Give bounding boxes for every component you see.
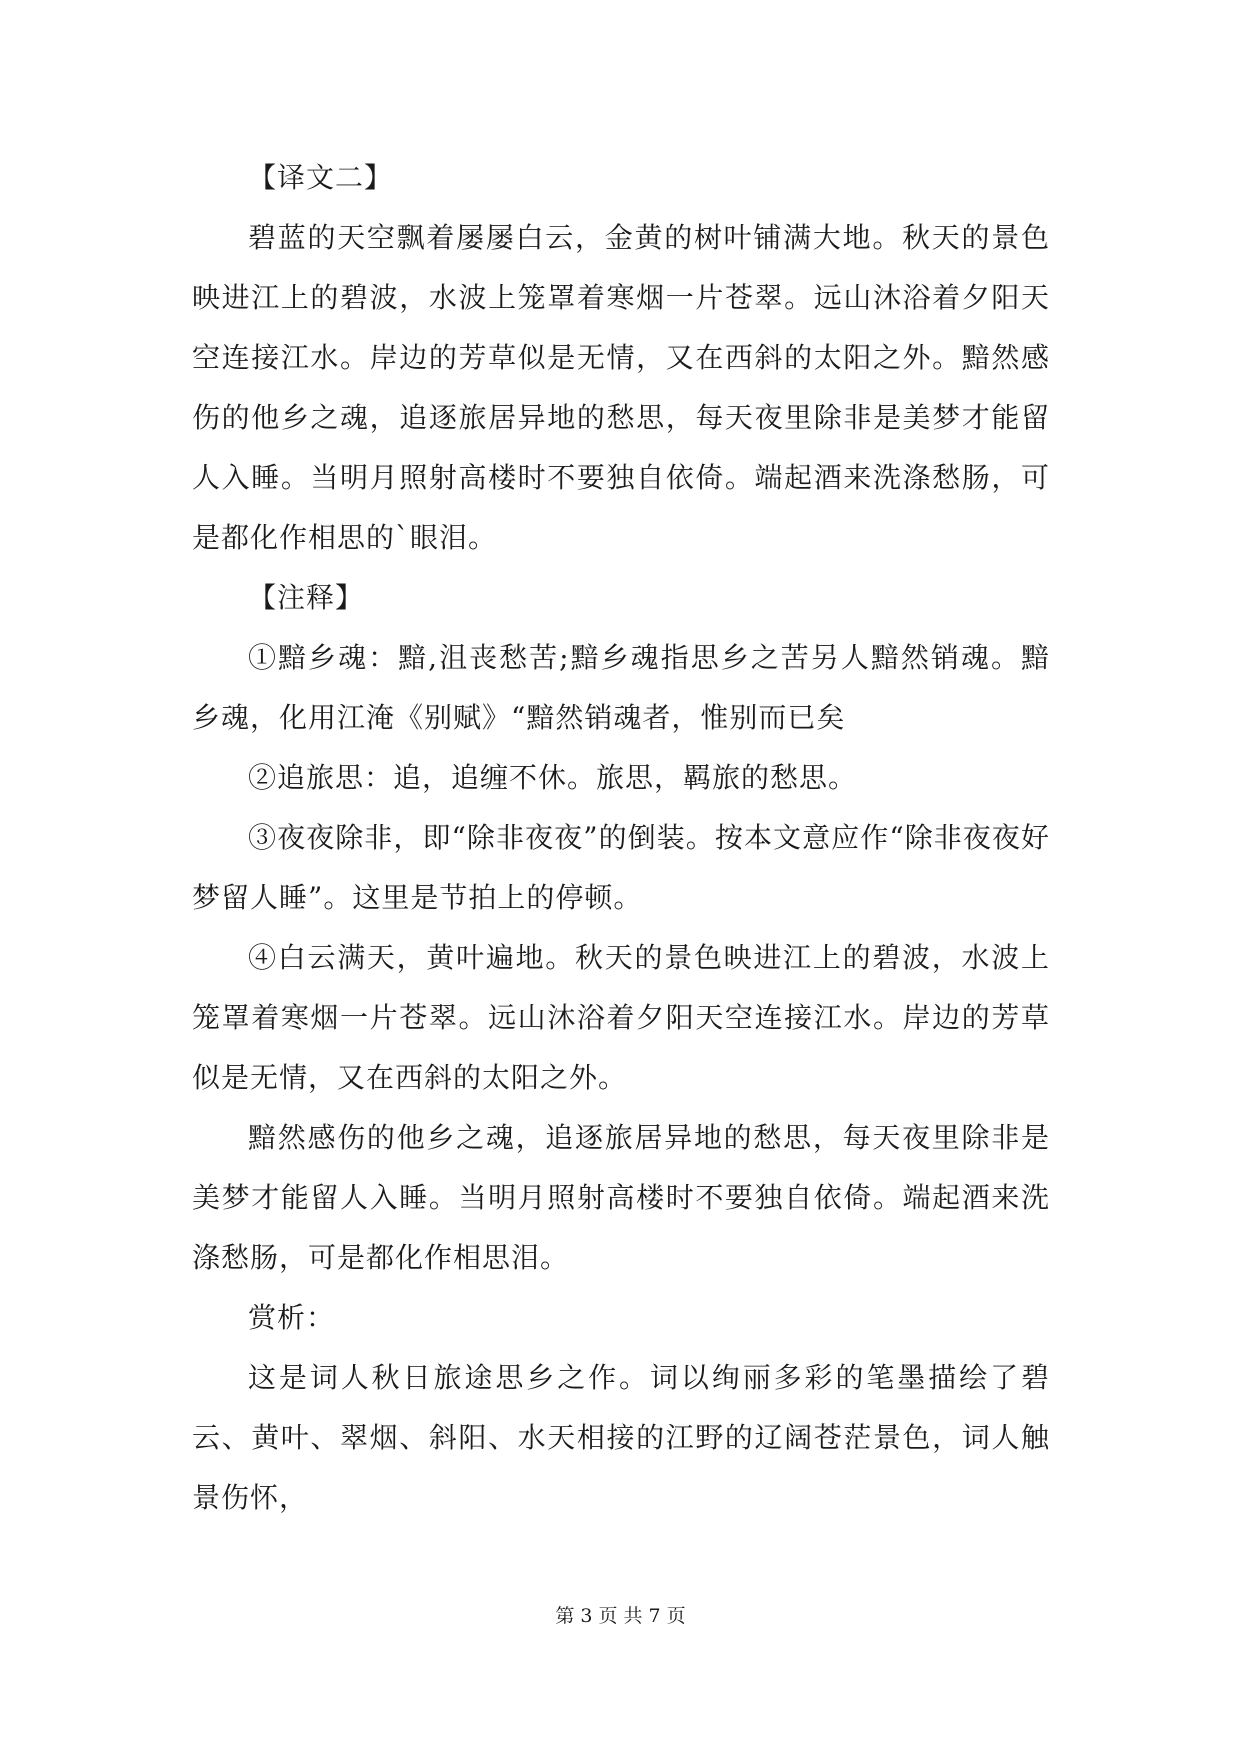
paragraph-translation: 碧蓝的天空飘着屡屡白云，金黄的树叶铺满大地。秋天的景色映进江上的碧波，水波上笼罩着寒烟一片苍翠。远山沐浴着夕阳天空连接江水。岸边的芳草似是无情，又在西斜的太阳之外。黯然感伤的他乡之魂，追逐旅居异地的愁思，每天夜里除非是美梦才能留人入睡。当明月照射高楼时不要独自依倚。端起酒来洗涤愁肠，可是都化作相思的`眼泪。 — [192, 221, 1050, 554]
page-footer: 第 3 页 共 7 页 — [555, 1605, 686, 1627]
document-body — [192, 148, 1050, 1528]
section-heading-notes: 【注释】 — [248, 581, 365, 614]
section-heading-translation: 【译文二】 — [248, 161, 394, 194]
paragraph-appreciation: 这是词人秋日旅途思乡之作。词以绚丽多彩的笔墨描绘了碧云、黄叶、翠烟、斜阳、水天相接的江野的辽阔苍茫景色，词人触景伤怀， — [192, 1361, 1050, 1514]
note-item-3: ③夜夜除非，即“除非夜夜”的倒装。按本文意应作“除非夜夜好梦留人睡”。这里是节拍上的停顿。 — [192, 821, 1050, 914]
section-heading-appreciation: 赏析： — [248, 1301, 336, 1334]
note-item-2: ②追旅思：追，追缠不休。旅思，羁旅的愁思。 — [248, 761, 858, 794]
note-item-1: ①黯乡魂：黯,沮丧愁苦;黯乡魂指思乡之苦另人黯然销魂。黯乡魂，化用江淹《别赋》“黯然销魂者，惟别而已矣 — [192, 641, 1050, 734]
paragraph-continuation: 黯然感伤的他乡之魂，追逐旅居异地的愁思，每天夜里除非是美梦才能留人入睡。当明月照射高楼时不要独自依倚。端起酒来洗涤愁肠，可是都化作相思泪。 — [192, 1121, 1050, 1274]
note-item-4: ④白云满天，黄叶遍地。秋天的景色映进江上的碧波，水波上笼罩着寒烟一片苍翠。远山沐浴着夕阳天空连接江水。岸边的芳草似是无情，又在西斜的太阳之外。 — [192, 941, 1050, 1094]
